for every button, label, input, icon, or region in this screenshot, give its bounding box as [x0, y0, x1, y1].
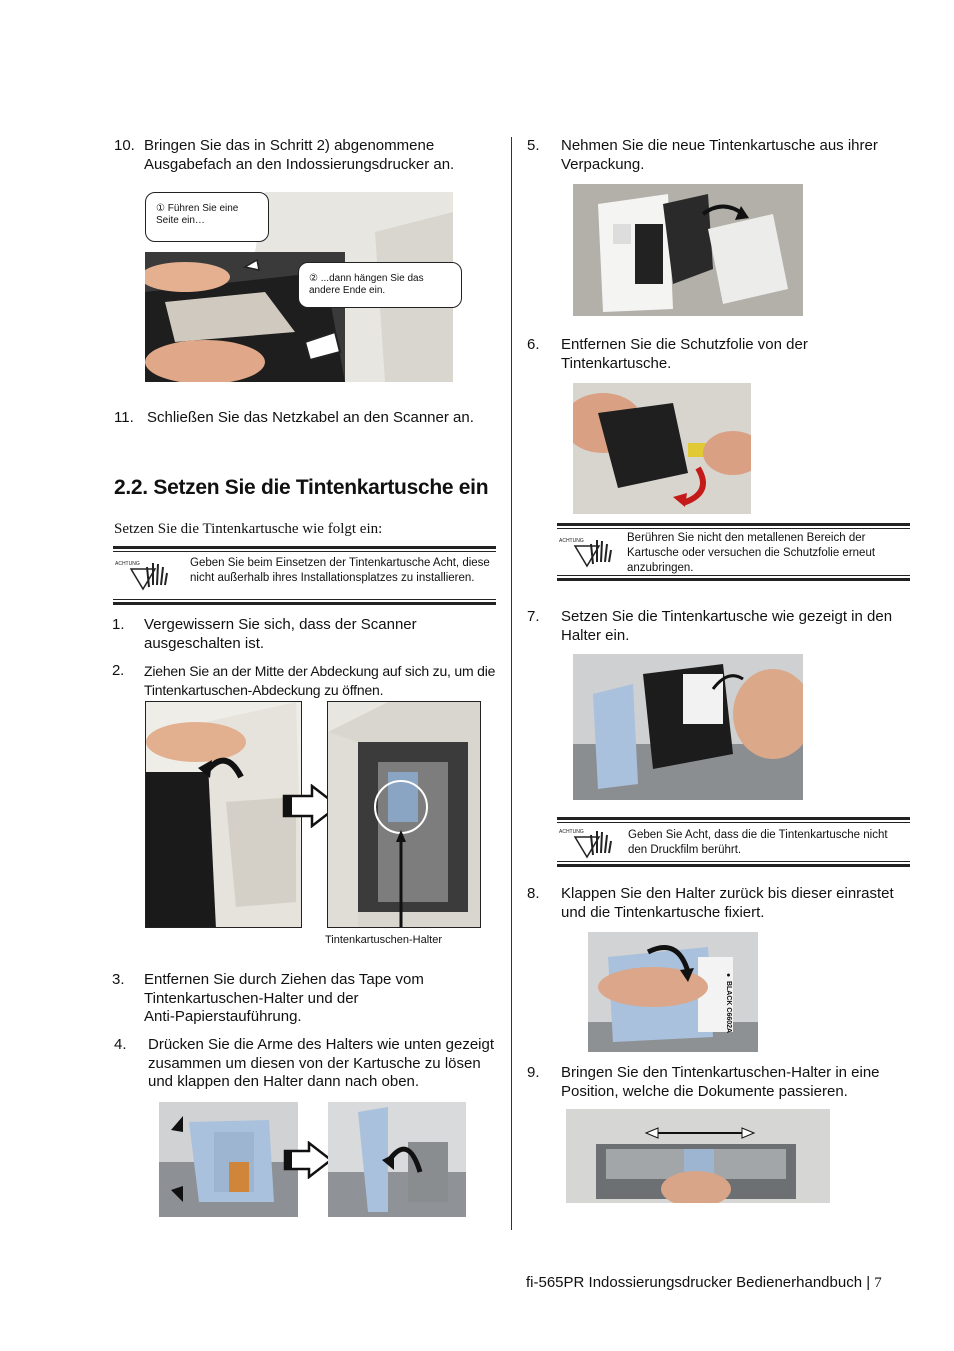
photo-cartridge-package	[573, 184, 803, 316]
step-number: 8.	[527, 885, 540, 902]
squeeze-holder-illustration	[159, 1102, 298, 1217]
step-number: 9.	[527, 1064, 540, 1081]
caution-text: Geben Sie beim Einsetzen der Tintenkartusche Acht, diese nicht außerhalb ihres Installationsplatzes zu installieren.	[190, 557, 490, 584]
footer-separator: |	[866, 1274, 871, 1291]
step-number: 6.	[527, 336, 540, 353]
caution-text: Berühren Sie nicht den metallenen Bereich der Kartusche oder versuchen die Schutzfolie erneut anzubringen.	[627, 532, 876, 574]
open-cover-illustration	[146, 702, 302, 928]
cartridge-package-illustration	[573, 184, 803, 316]
remove-film-illustration	[573, 383, 751, 514]
step-6	[527, 336, 912, 376]
move-holder-illustration	[566, 1109, 830, 1203]
step-text: Nehmen Sie die neue Tintenkartusche aus ihrer Verpackung.	[561, 137, 878, 173]
step-text: Drücken Sie die Arme des Halters wie unten gezeigt zusammen um diesen von der Kartusche zu lösen und klappen den Halter dann nach oben.	[148, 1036, 495, 1090]
photo-open-cover	[145, 701, 302, 928]
step-text: Schließen Sie das Netzkabel an den Scanner an.	[147, 409, 474, 426]
intro-text: Setzen Sie die Tintenkartusche wie folgt ein:	[114, 521, 383, 537]
step-text-line-3: Anti-Papierstauführung.	[144, 1008, 302, 1025]
step-11	[114, 409, 504, 429]
caution-note-2	[557, 523, 910, 581]
caution-label: ACHTUNG	[115, 561, 140, 567]
callout-step-one	[145, 192, 269, 242]
callout-text: ② ...dann hängen Sie das andere Ende ein.	[309, 273, 424, 296]
step-number: 2.	[112, 662, 125, 679]
step-number: 5.	[527, 137, 540, 154]
arrow-right-icon-2	[283, 1141, 333, 1179]
step-number: 7.	[527, 608, 540, 625]
step-text: Bringen Sie das in Schritt 2) abgenommene Ausgabefach an den Indossierungsdrucker an.	[144, 137, 455, 173]
step-text-line-1: Entfernen Sie durch Ziehen das Tape vom	[144, 971, 424, 988]
step-number: 10.	[114, 137, 135, 154]
step-number: 1.	[112, 616, 125, 633]
caution-note-1	[113, 546, 496, 605]
photo-flip-holder	[328, 1102, 466, 1217]
step-text: Vergewissern Sie sich, dass der Scanner ausgeschalten ist.	[144, 616, 417, 652]
step-number: 4.	[114, 1036, 127, 1053]
photo-move-holder	[566, 1109, 830, 1203]
photo-close-holder	[588, 932, 758, 1052]
photo-insert-cartridge	[573, 654, 803, 800]
page-footer	[526, 1274, 882, 1292]
step-5	[527, 137, 912, 177]
caption-cartridge-holder: Tintenkartuschen-Halter	[325, 934, 442, 946]
cartridge-holder-illustration	[328, 702, 481, 928]
step-text: Setzen Sie die Tintenkartusche wie gezeigt in den Halter ein.	[561, 608, 893, 644]
step-10	[114, 137, 504, 177]
caution-label: ACHTUNG	[559, 829, 584, 835]
step-8	[527, 885, 912, 925]
flip-holder-illustration	[328, 1102, 466, 1217]
step-text-line-2: Tintenkartuschen-Halter und der	[144, 989, 359, 1007]
page-number: 7	[874, 1275, 882, 1291]
step-7	[527, 608, 912, 648]
step-text: Bringen Sie den Tintenkartuschen-Halter in eine Position, welche die Dokumente passieren.	[561, 1064, 880, 1100]
step-text: Klappen Sie den Halter zurück bis dieser einrastet und die Tintenkartusche fixiert.	[561, 885, 894, 921]
photo-squeeze-holder	[159, 1102, 298, 1217]
step-text: Ziehen Sie an der Mitte der Abdeckung auf sich zu, um die Tintenkartuschen-Abdeckung zu öffnen.	[144, 663, 496, 698]
step-text: Entfernen Sie die Schutzfolie von der Tintenkartusche.	[561, 336, 808, 372]
photo-cartridge-holder	[327, 701, 481, 928]
step-3	[112, 971, 504, 1029]
step-1	[112, 616, 504, 656]
step-number: 3.	[112, 971, 125, 988]
caution-note-3	[557, 817, 910, 867]
step-2	[112, 662, 504, 702]
footer-title: fi-565PR Indossierungsdrucker Bedienerhandbuch	[526, 1274, 863, 1291]
step-4	[114, 1036, 504, 1094]
section-title: 2.2. Setzen Sie die Tintenkartusche ein	[114, 476, 489, 499]
column-divider	[511, 137, 512, 1230]
cartridge-label: ● BLACK C6602A	[725, 972, 732, 1034]
insert-cartridge-illustration	[573, 654, 803, 800]
caution-label: ACHTUNG	[559, 538, 584, 544]
step-9	[527, 1064, 912, 1104]
callout-step-two	[298, 262, 462, 308]
step-number: 11.	[114, 409, 134, 426]
callout-text: ① Führen Sie eine Seite ein…	[156, 203, 239, 226]
photo-remove-film	[573, 383, 751, 514]
caution-text: Geben Sie Acht, dass die die Tintenkartusche nicht den Druckfilm berührt.	[628, 829, 888, 856]
